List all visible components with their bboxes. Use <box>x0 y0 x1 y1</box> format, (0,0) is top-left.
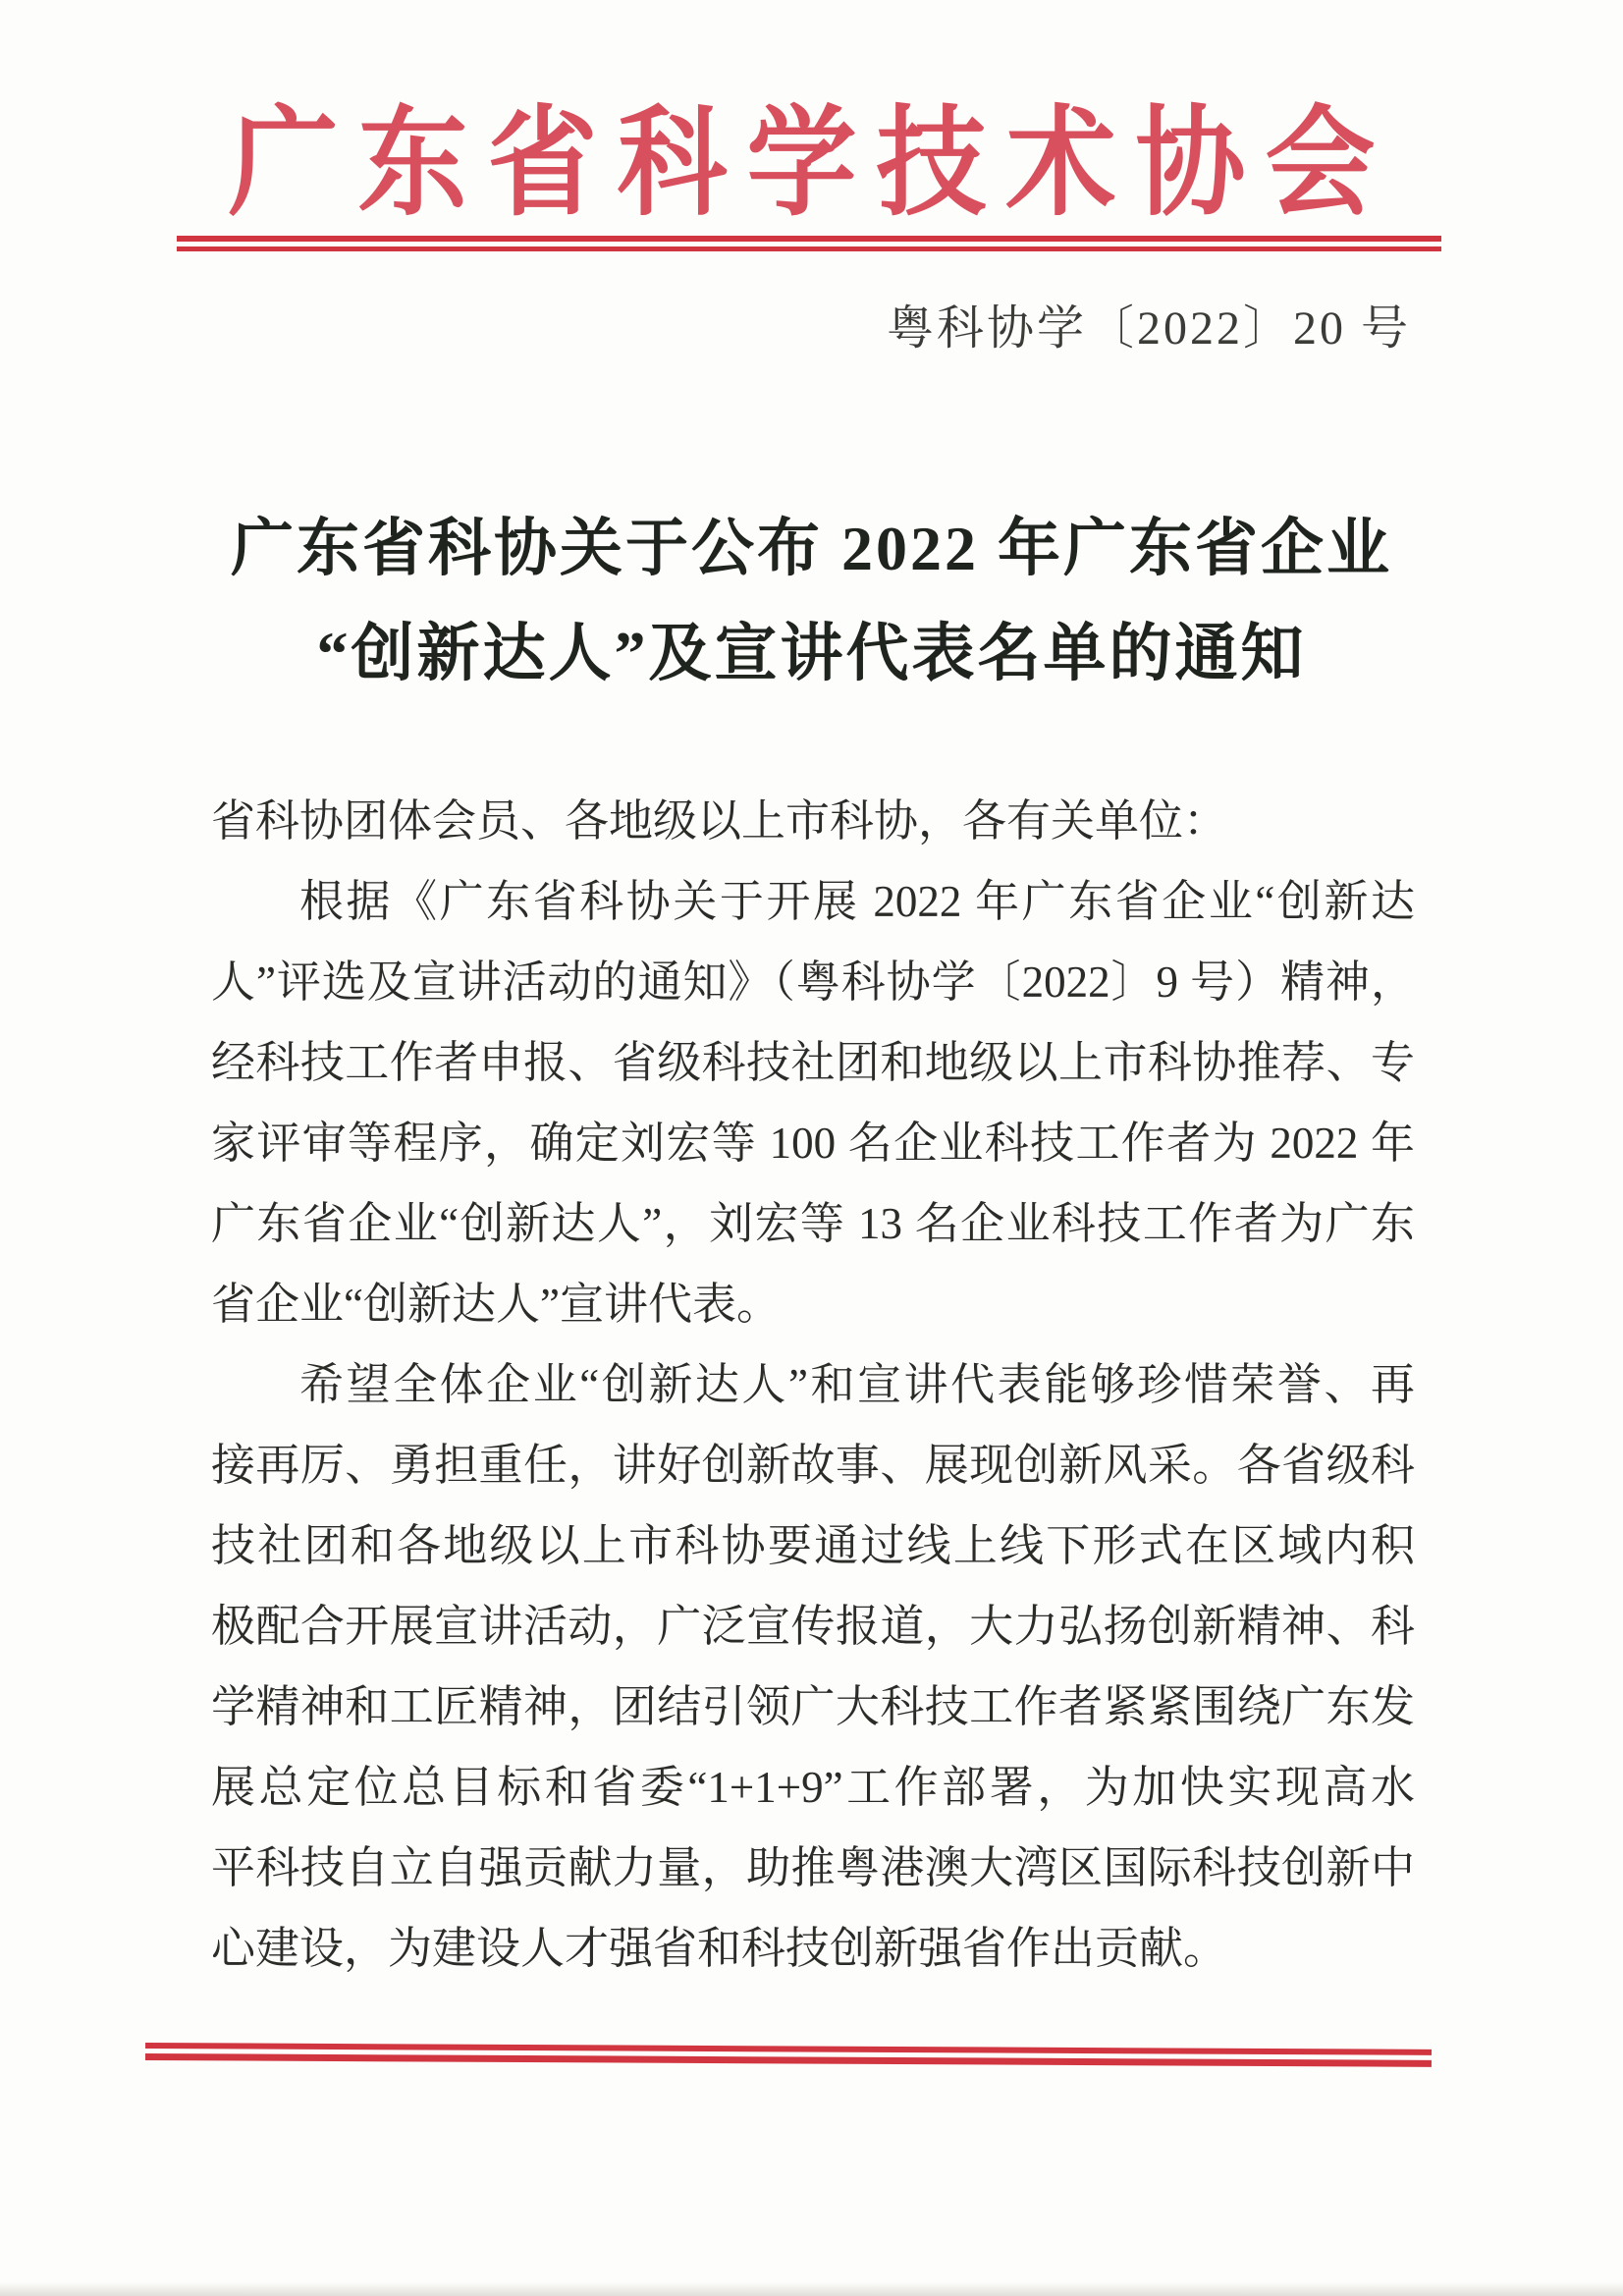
letterhead-double-rule <box>177 236 1441 251</box>
body-text-line: 技社团和各地级以上市科协要通过线上线下形式在区域内积 <box>211 1521 1415 1570</box>
footer-double-rule <box>145 2043 1432 2067</box>
body-text-line: 希望全体企业“创新达人”和宣讲代表能够珍惜荣誉、再 <box>299 1360 1415 1409</box>
body-text-line: 广东省企业“创新达人”，刘宏等 13 名企业科技工作者为广东 <box>211 1199 1415 1248</box>
body-text-line: 接再厉、勇担重任，讲好创新故事、展现创新风采。各省级科 <box>211 1441 1415 1490</box>
body-text-line: 极配合开展宣讲活动，广泛宣传报道，大力弘扬创新精神、科 <box>211 1602 1415 1651</box>
body-text-line: 省科协团体会员、各地级以上市科协，各有关单位： <box>211 796 1228 846</box>
document-number: 粤科协学〔2022〕20 号 <box>886 302 1411 355</box>
body-text-line: 经科技工作者申报、省级科技社团和地级以上市科协推荐、专 <box>211 1038 1415 1087</box>
body-text-line: 心建设，为建设人才强省和科技创新强省作出贡献。 <box>211 1924 1228 1973</box>
body-text-line: 平科技自立自强贡献力量，助推粤港澳大湾区国际科技创新中 <box>211 1843 1415 1892</box>
rule-bar <box>177 246 1441 251</box>
document-title <box>0 496 1623 706</box>
letterhead-org-name: 广东省科学技术协会 <box>228 98 1395 231</box>
scan-edge-artifact <box>0 2282 1623 2296</box>
body-text-line: 人”评选及宣讲活动的通知》（粤科协学〔2022〕9 号）精神， <box>211 957 1415 1007</box>
body-text-line: 展总定位总目标和省委“1+1+9”工作部署，为加快实现高水 <box>211 1763 1415 1812</box>
body-text-line: 学精神和工匠精神，团结引领广大科技工作者紧紧围绕广东发 <box>211 1682 1415 1731</box>
document-title-line1: 广东省科协关于公布 2022 年广东省企业 <box>231 514 1392 583</box>
document-body <box>211 781 1415 1989</box>
body-text-line: 家评审等程序，确定刘宏等 100 名企业科技工作者为 2022 年 <box>211 1119 1415 1168</box>
body-text-line: 省企业“创新达人”宣讲代表。 <box>211 1280 781 1329</box>
document-title-line2: “创新达人”及宣讲代表名单的通知 <box>316 619 1307 688</box>
body-text-line: 根据《广东省科协关于开展 2022 年广东省企业“创新达 <box>299 877 1415 926</box>
